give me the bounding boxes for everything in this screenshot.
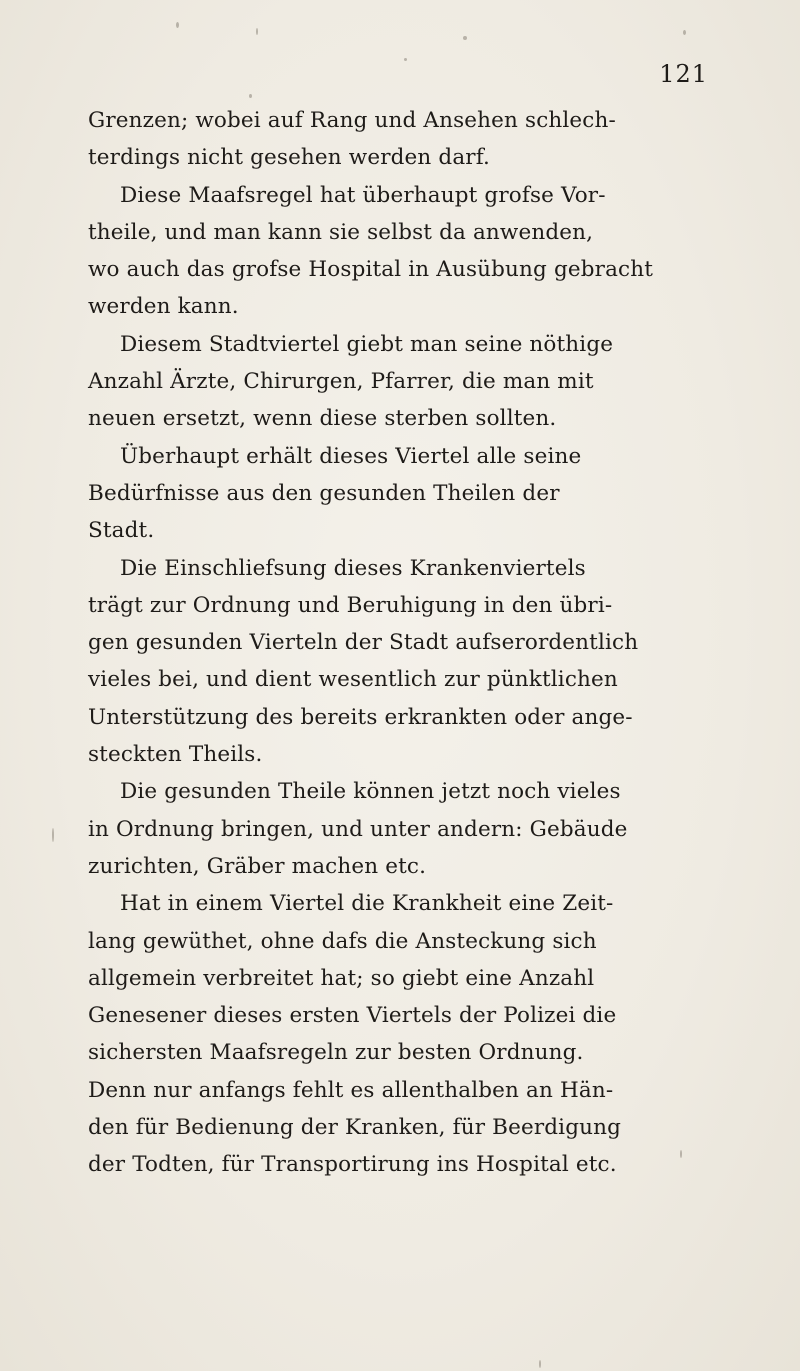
text-line: der Todten, für Transportirung ins Hospital etc. xyxy=(88,1152,617,1178)
text-line: vieles bei, und dient wesentlich zur pünktlichen xyxy=(88,667,618,693)
text-line: Diese Maafsregel hat überhaupt grofse Vor- xyxy=(120,182,606,208)
text-line: lang gewüthet, ohne dafs die Ansteckung sich xyxy=(88,928,597,954)
text-line: den für Bedienung der Kranken, für Beerdigung xyxy=(88,1115,622,1141)
text-line: steckten Theils. xyxy=(88,742,263,768)
text-line: gen gesunden Vierteln der Stadt aufserordentlich xyxy=(88,630,639,656)
text-line: Die Einschliefsung dieses Krankenviertels xyxy=(120,555,586,581)
scan-speck xyxy=(539,1360,541,1368)
text-line: Grenzen; wobei auf Rang und Ansehen schlech- xyxy=(88,108,616,133)
scan-speck xyxy=(463,36,467,40)
text-line: allgemein verbreitet hat; so giebt eine Anzahl xyxy=(88,965,595,991)
scan-speck xyxy=(249,94,252,98)
text-line: Denn nur anfangs fehlt es allenthalben an Hän- xyxy=(88,1077,614,1103)
text-line: zurichten, Gräber machen etc. xyxy=(88,853,427,879)
text-line: Die gesunden Theile können jetzt noch vieles xyxy=(120,779,621,805)
text-line: neuen ersetzt, wenn diese sterben sollten. xyxy=(88,406,557,432)
scan-speck xyxy=(256,28,258,35)
text-line: sichersten Maafsregeln zur besten Ordnung. xyxy=(88,1040,584,1066)
text-line: Diesem Stadtviertel giebt man seine nöthige xyxy=(120,331,614,357)
body-text xyxy=(88,102,728,1184)
text-line: Unterstützung des bereits erkrankten oder ange- xyxy=(88,704,633,730)
text-line: wo auch das grofse Hospital in Ausübung gebracht xyxy=(88,257,654,283)
text-line: in Ordnung bringen, und unter andern: Gebäude xyxy=(88,816,628,842)
text-line: trägt zur Ordnung und Beruhigung in den übri- xyxy=(88,592,613,618)
scan-speck xyxy=(176,22,179,28)
text-line: Überhaupt erhält dieses Viertel alle seine xyxy=(120,443,582,469)
scan-speck xyxy=(404,58,407,61)
text-line: Genesener dieses ersten Viertels der Polizei die xyxy=(88,1003,617,1029)
text-line: werden kann. xyxy=(88,294,239,320)
text-line: theile, und man kann sie selbst da anwenden, xyxy=(88,219,594,245)
text-line: Anzahl Ärzte, Chirurgen, Pfarrer, die man mit xyxy=(88,369,594,395)
page-number: 121 xyxy=(659,60,708,88)
text-line: Hat in einem Viertel die Krankheit eine Zeit- xyxy=(120,891,614,917)
scan-speck xyxy=(683,30,686,35)
text-line: Bedürfnisse aus den gesunden Theilen der xyxy=(88,480,560,506)
text-line: terdings nicht gesehen werden darf. xyxy=(88,145,491,171)
scan-speck xyxy=(52,828,54,842)
text-line: Stadt. xyxy=(88,518,155,544)
